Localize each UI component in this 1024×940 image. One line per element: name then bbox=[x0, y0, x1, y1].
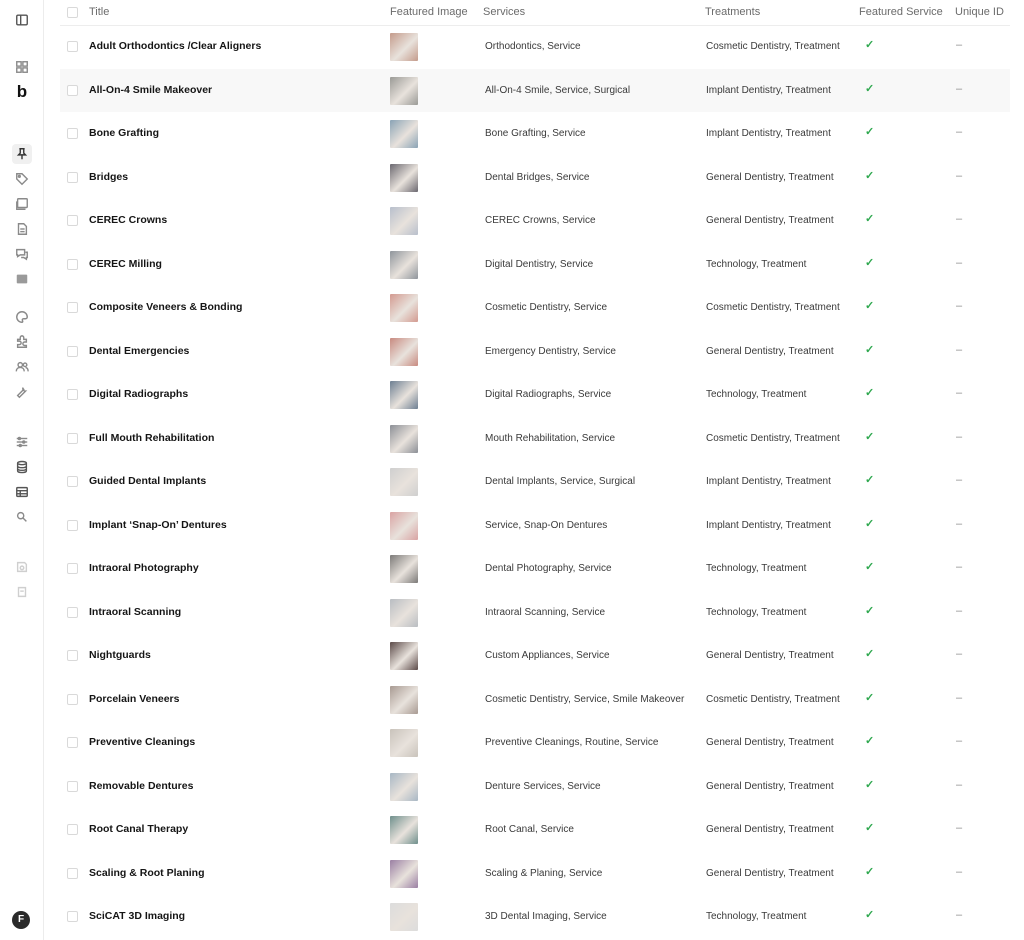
row-title[interactable]: Removable Dentures bbox=[89, 779, 194, 792]
table-row[interactable] bbox=[60, 417, 1010, 461]
featured-check-icon: ✓ bbox=[865, 865, 875, 878]
table-icon[interactable] bbox=[12, 482, 32, 502]
row-title[interactable]: All-On-4 Smile Makeover bbox=[89, 83, 213, 96]
row-checkbox[interactable] bbox=[67, 433, 78, 444]
row-treatments: Cosmetic Dentistry, Treatment bbox=[706, 41, 840, 52]
featured-check-icon: ✓ bbox=[865, 343, 875, 356]
table-row[interactable] bbox=[60, 634, 1010, 678]
row-services: Service, Snap-On Dentures bbox=[485, 519, 608, 531]
row-unique-id: – bbox=[956, 82, 963, 95]
table-header bbox=[60, 0, 1010, 26]
featured-image-thumbnail bbox=[390, 251, 418, 279]
row-unique-id: – bbox=[956, 39, 963, 51]
featured-check-icon: ✓ bbox=[865, 604, 875, 617]
featured-check-icon: ✓ bbox=[865, 213, 875, 225]
featured-image-thumbnail bbox=[390, 120, 418, 148]
table-row[interactable] bbox=[60, 156, 1010, 200]
row-unique-id: – bbox=[956, 691, 963, 704]
column-header-treatments[interactable]: Treatments bbox=[705, 6, 761, 18]
table-row[interactable] bbox=[60, 69, 1010, 113]
row-treatments: Cosmetic Dentistry, Treatment bbox=[706, 693, 840, 705]
brand-logo[interactable]: b bbox=[16, 82, 28, 101]
row-checkbox[interactable] bbox=[67, 868, 78, 879]
row-title[interactable]: Implant ‘Snap-On’ Dentures bbox=[89, 518, 227, 531]
featured-image-thumbnail bbox=[390, 642, 418, 670]
row-services: CEREC Crowns, Service bbox=[485, 215, 596, 226]
table-row[interactable] bbox=[60, 286, 1010, 330]
row-services: Bone Grafting, Service bbox=[485, 128, 586, 139]
row-title[interactable]: Intraoral Scanning bbox=[89, 605, 182, 618]
row-checkbox[interactable] bbox=[67, 781, 78, 792]
row-treatments: General Dentistry, Treatment bbox=[706, 867, 834, 879]
row-checkbox[interactable] bbox=[67, 563, 78, 574]
column-header-title[interactable]: Title bbox=[89, 6, 110, 18]
featured-check-icon: ✓ bbox=[865, 300, 875, 312]
featured-check-icon: ✓ bbox=[865, 474, 875, 486]
table-row[interactable] bbox=[60, 25, 1010, 69]
palette-icon[interactable] bbox=[12, 307, 32, 327]
row-unique-id: – bbox=[956, 604, 963, 617]
row-treatments: General Dentistry, Treatment bbox=[706, 171, 834, 183]
featured-image-thumbnail bbox=[390, 903, 418, 931]
row-checkbox[interactable] bbox=[67, 172, 78, 183]
row-treatments: Implant Dentistry, Treatment bbox=[706, 519, 831, 531]
row-treatments: Cosmetic Dentistry, Treatment bbox=[706, 432, 840, 444]
select-all-checkbox[interactable] bbox=[67, 7, 78, 18]
dashboard-icon[interactable] bbox=[12, 57, 32, 77]
row-services: Intraoral Scanning, Service bbox=[485, 606, 606, 618]
row-treatments: Implant Dentistry, Treatment bbox=[706, 84, 831, 96]
row-treatments: Cosmetic Dentistry, Treatment bbox=[706, 302, 840, 313]
featured-image-thumbnail bbox=[390, 164, 418, 192]
row-services: All-On-4 Smile, Service, Surgical bbox=[485, 84, 631, 96]
row-title[interactable]: Scaling & Root Planing bbox=[89, 866, 205, 879]
row-unique-id: – bbox=[956, 300, 963, 312]
featured-image-thumbnail bbox=[390, 33, 418, 61]
featured-image-thumbnail bbox=[390, 773, 418, 801]
row-checkbox[interactable] bbox=[67, 737, 78, 748]
row-title[interactable]: CEREC Crowns bbox=[89, 214, 168, 226]
table-row[interactable] bbox=[60, 852, 1010, 896]
featured-image-thumbnail bbox=[390, 77, 418, 105]
featured-image-thumbnail bbox=[390, 729, 418, 757]
row-title[interactable]: Guided Dental Implants bbox=[89, 475, 207, 487]
featured-check-icon: ✓ bbox=[865, 822, 875, 834]
table-row[interactable] bbox=[60, 678, 1010, 722]
tools-icon[interactable] bbox=[12, 382, 32, 402]
featured-image-thumbnail bbox=[390, 686, 418, 714]
row-checkbox[interactable] bbox=[67, 41, 78, 52]
table-row[interactable] bbox=[60, 373, 1010, 417]
row-title[interactable]: Bridges bbox=[89, 170, 129, 183]
table-row[interactable] bbox=[60, 721, 1010, 765]
row-unique-id: – bbox=[956, 256, 963, 269]
table-row[interactable] bbox=[60, 504, 1010, 548]
featured-check-icon: ✓ bbox=[865, 256, 875, 269]
featured-check-icon: ✓ bbox=[865, 430, 875, 443]
table-row[interactable] bbox=[60, 199, 1010, 243]
featured-check-icon: ✓ bbox=[865, 126, 875, 138]
featured-check-icon: ✓ bbox=[865, 39, 875, 51]
table-row[interactable] bbox=[60, 765, 1010, 809]
featured-image-thumbnail bbox=[390, 512, 418, 540]
row-services: Cosmetic Dentistry, Service bbox=[485, 302, 608, 313]
column-header-featured-image[interactable]: Featured Image bbox=[390, 6, 468, 18]
row-services: Digital Dentistry, Service bbox=[485, 258, 594, 270]
sidebar bbox=[0, 0, 44, 940]
row-checkbox[interactable] bbox=[67, 85, 78, 96]
row-unique-id: – bbox=[956, 648, 963, 660]
row-unique-id: – bbox=[956, 517, 963, 530]
row-checkbox[interactable] bbox=[67, 911, 78, 922]
row-treatments: General Dentistry, Treatment bbox=[706, 780, 834, 792]
dim-icon-2 bbox=[12, 582, 32, 602]
row-services: Orthodontics, Service bbox=[485, 41, 581, 52]
row-title[interactable]: SciCAT 3D Imaging bbox=[89, 910, 186, 922]
column-header-unique-id[interactable]: Unique ID bbox=[955, 6, 1004, 18]
row-services: Dental Implants, Service, Surgical bbox=[485, 476, 636, 487]
search-icon[interactable] bbox=[12, 507, 32, 527]
row-unique-id: – bbox=[956, 735, 963, 747]
row-unique-id: – bbox=[956, 474, 963, 486]
featured-image-thumbnail bbox=[390, 207, 418, 235]
table-row[interactable] bbox=[60, 330, 1010, 374]
avatar[interactable]: F bbox=[12, 911, 30, 929]
users-icon[interactable] bbox=[12, 357, 32, 377]
table-row[interactable] bbox=[60, 808, 1010, 852]
page-icon[interactable] bbox=[12, 219, 32, 239]
row-checkbox[interactable] bbox=[67, 346, 78, 357]
featured-check-icon: ✓ bbox=[865, 387, 875, 399]
row-checkbox[interactable] bbox=[67, 215, 78, 226]
featured-image-thumbnail bbox=[390, 294, 418, 322]
featured-image-thumbnail bbox=[390, 381, 418, 409]
row-treatments: Implant Dentistry, Treatment bbox=[706, 128, 831, 139]
database-icon[interactable] bbox=[12, 457, 32, 477]
row-unique-id: – bbox=[956, 343, 963, 356]
dim-icon-1 bbox=[12, 557, 32, 577]
row-title[interactable]: Adult Orthodontics /Clear Aligners bbox=[89, 40, 262, 52]
row-unique-id: – bbox=[956, 213, 963, 225]
featured-check-icon: ✓ bbox=[865, 778, 875, 791]
row-checkbox[interactable] bbox=[67, 302, 78, 313]
featured-check-icon: ✓ bbox=[865, 169, 875, 182]
row-treatments: General Dentistry, Treatment bbox=[706, 824, 834, 835]
row-treatments: Technology, Treatment bbox=[706, 606, 807, 618]
row-checkbox[interactable] bbox=[67, 607, 78, 618]
row-unique-id: – bbox=[956, 169, 963, 182]
table-row[interactable] bbox=[60, 243, 1010, 287]
featured-check-icon: ✓ bbox=[865, 561, 875, 573]
row-unique-id: – bbox=[956, 822, 963, 834]
row-treatments: Technology, Treatment bbox=[706, 258, 807, 270]
row-services: Mouth Rehabilitation, Service bbox=[485, 432, 616, 444]
row-services: Cosmetic Dentistry, Service, Smile Makeover bbox=[485, 693, 685, 705]
row-treatments: General Dentistry, Treatment bbox=[706, 737, 834, 748]
table-row[interactable] bbox=[60, 591, 1010, 635]
plugin-icon[interactable] bbox=[12, 332, 32, 352]
row-title[interactable]: Root Canal Therapy bbox=[89, 823, 189, 835]
tag-icon[interactable] bbox=[12, 169, 32, 189]
featured-image-thumbnail bbox=[390, 599, 418, 627]
row-services: Dental Bridges, Service bbox=[485, 171, 590, 183]
column-header-featured-service[interactable]: Featured Service bbox=[859, 6, 943, 18]
row-unique-id: – bbox=[956, 865, 963, 878]
featured-image-thumbnail bbox=[390, 425, 418, 453]
row-unique-id: – bbox=[956, 430, 963, 443]
sidebar-toggle-icon[interactable] bbox=[12, 10, 32, 30]
row-checkbox[interactable] bbox=[67, 824, 78, 835]
row-services: Scaling & Planing, Service bbox=[485, 867, 603, 879]
comments-icon[interactable] bbox=[12, 244, 32, 264]
row-services: Custom Appliances, Service bbox=[485, 650, 610, 661]
table-row[interactable] bbox=[60, 460, 1010, 504]
featured-check-icon: ✓ bbox=[865, 691, 875, 704]
row-treatments: Technology, Treatment bbox=[706, 911, 807, 922]
row-services: 3D Dental Imaging, Service bbox=[485, 911, 607, 922]
featured-check-icon: ✓ bbox=[865, 517, 875, 530]
row-checkbox[interactable] bbox=[67, 476, 78, 487]
row-services: Root Canal, Service bbox=[485, 824, 574, 835]
row-checkbox[interactable] bbox=[67, 650, 78, 661]
featured-check-icon: ✓ bbox=[865, 735, 875, 747]
table-row[interactable] bbox=[60, 895, 1010, 939]
row-title[interactable]: Full Mouth Rehabilitation bbox=[89, 431, 215, 444]
featured-image-thumbnail bbox=[390, 860, 418, 888]
row-services: Emergency Dentistry, Service bbox=[485, 345, 616, 357]
featured-image-thumbnail bbox=[390, 816, 418, 844]
featured-image-thumbnail bbox=[390, 468, 418, 496]
pin-icon[interactable] bbox=[12, 144, 32, 164]
row-checkbox[interactable] bbox=[67, 389, 78, 400]
column-header-services[interactable]: Services bbox=[483, 6, 526, 18]
row-treatments: General Dentistry, Treatment bbox=[706, 215, 834, 226]
media-icon[interactable] bbox=[12, 194, 32, 214]
row-treatments: General Dentistry, Treatment bbox=[706, 650, 834, 661]
row-services: Digital Radiographs, Service bbox=[485, 389, 612, 400]
block-icon[interactable] bbox=[12, 269, 32, 289]
featured-check-icon: ✓ bbox=[865, 909, 875, 921]
row-title[interactable]: Preventive Cleanings bbox=[89, 736, 196, 748]
row-checkbox[interactable] bbox=[67, 259, 78, 270]
table-row[interactable] bbox=[60, 547, 1010, 591]
row-treatments: Technology, Treatment bbox=[706, 389, 807, 400]
row-services: Preventive Cleanings, Routine, Service bbox=[485, 737, 659, 748]
row-unique-id: – bbox=[956, 909, 963, 921]
row-title[interactable]: Porcelain Veneers bbox=[89, 692, 180, 705]
row-title[interactable]: Bone Grafting bbox=[89, 127, 159, 139]
featured-check-icon: ✓ bbox=[865, 82, 875, 95]
row-treatments: General Dentistry, Treatment bbox=[706, 345, 834, 357]
row-title[interactable]: Composite Veneers & Bonding bbox=[89, 301, 243, 313]
row-checkbox[interactable] bbox=[67, 694, 78, 705]
row-checkbox[interactable] bbox=[67, 520, 78, 531]
featured-check-icon: ✓ bbox=[865, 648, 875, 660]
featured-image-thumbnail bbox=[390, 555, 418, 583]
row-title[interactable]: Nightguards bbox=[89, 649, 151, 661]
featured-image-thumbnail bbox=[390, 338, 418, 366]
row-title[interactable]: Dental Emergencies bbox=[89, 344, 190, 357]
row-title[interactable]: Digital Radiographs bbox=[89, 388, 189, 400]
row-treatments: Technology, Treatment bbox=[706, 563, 807, 574]
row-unique-id: – bbox=[956, 778, 963, 791]
row-title[interactable]: CEREC Milling bbox=[89, 257, 162, 270]
row-checkbox[interactable] bbox=[67, 128, 78, 139]
table-row[interactable] bbox=[60, 112, 1010, 156]
row-unique-id: – bbox=[956, 561, 963, 573]
row-unique-id: – bbox=[956, 126, 963, 138]
settings-icon[interactable] bbox=[12, 432, 32, 452]
row-treatments: Implant Dentistry, Treatment bbox=[706, 476, 831, 487]
row-services: Denture Services, Service bbox=[485, 780, 601, 792]
row-unique-id: – bbox=[956, 387, 963, 399]
row-services: Dental Photography, Service bbox=[485, 563, 612, 574]
row-title[interactable]: Intraoral Photography bbox=[89, 562, 199, 574]
